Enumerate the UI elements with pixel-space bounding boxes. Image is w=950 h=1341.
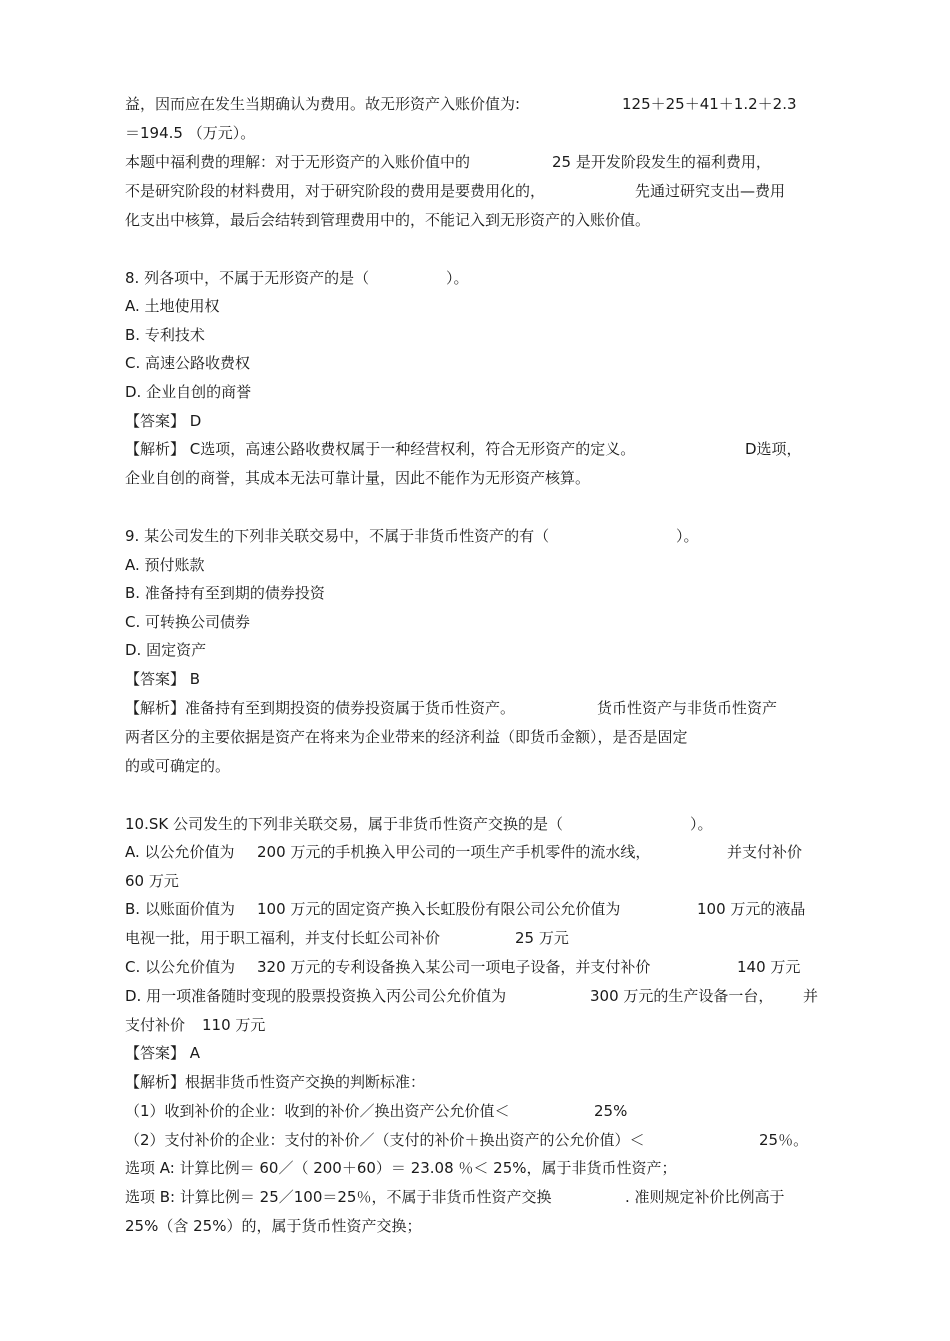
text-segment: C. 高速公路收费权 <box>125 354 251 372</box>
text-segment: B. 准备持有至到期的债券投资 <box>125 584 325 602</box>
text-line <box>125 928 569 948</box>
option-b <box>125 899 806 919</box>
text-segment: （2）支付补价的企业：支付的补价／（支付的补价＋换出资产的公允价值）＜ <box>125 1131 645 1149</box>
text-segment: 300 万元的生产设备一台， <box>590 987 774 1005</box>
text-segment: C. 可转换公司债券 <box>125 613 251 631</box>
text-line <box>125 94 797 114</box>
text-segment: 100 万元的固定资产换入长虹股份有限公司公允价值为 <box>257 900 621 918</box>
text-segment: 【解析】根据非货币性资产交换的判断标准： <box>125 1073 426 1091</box>
text-segment: 不是研究阶段的材料费用，对于研究阶段的费用是要费用化的， <box>125 182 546 200</box>
option-c <box>125 957 801 977</box>
text-segment: B. 以账面价值为 <box>125 900 235 918</box>
text-line <box>125 181 786 201</box>
text-segment: D. 固定资产 <box>125 641 207 659</box>
text-segment: 并 <box>803 987 819 1005</box>
text-segment: 100 万元的液晶 <box>697 900 806 918</box>
question-8-stem <box>125 268 469 288</box>
text-segment: 选项 B: 计算比例＝ 25／100＝25％，不属于非货币性资产交换 <box>125 1188 552 1206</box>
text-segment: 【答案】 B <box>125 670 201 688</box>
text-segment: 益，因而应在发生当期确认为费用。故无形资产入账价值为: <box>125 95 521 113</box>
analysis-line <box>125 698 778 718</box>
text-segment: A. 以公允价值为 <box>125 843 235 861</box>
text-segment: 320 万元的专利设备换入某公司一项电子设备，并支付补价 <box>257 958 651 976</box>
text-segment: A. 土地使用权 <box>125 297 220 315</box>
text-segment: A. 预付账款 <box>125 556 205 574</box>
option-d <box>125 382 251 402</box>
text-segment: 9. 某公司发生的下列非关联交易中，不属于非货币性资产的有（ <box>125 527 550 545</box>
text-segment: ＝194.5 （万元）。 <box>125 124 256 142</box>
text-segment: （1）收到补价的企业：收到的补价／换出资产公允价值＜ <box>125 1102 510 1120</box>
text-segment: 本题中福利费的理解：对于无形资产的入账价值中的 <box>125 153 471 171</box>
text-segment: 货币性资产与非货币性资产 <box>597 699 778 717</box>
option-c <box>125 353 250 373</box>
text-segment: 化支出中核算，最后会结转到管理费用中的，不能记入到无形资产的入账价值。 <box>125 211 651 229</box>
text-line <box>125 468 590 488</box>
analysis-line <box>125 439 802 459</box>
option-c <box>125 612 250 632</box>
text-line <box>125 152 771 172</box>
option-a <box>125 555 205 575</box>
option-d <box>125 640 206 660</box>
text-segment: D. 企业自创的商誉 <box>125 383 252 401</box>
answer-line <box>125 411 201 431</box>
text-line <box>125 871 179 891</box>
text-line <box>125 210 650 230</box>
text-segment: 8. 列各项中，不属于无形资产的是（ <box>125 269 370 287</box>
text-segment: C. 以公允价值为 <box>125 958 236 976</box>
text-segment: 140 万元 <box>737 958 801 976</box>
text-line <box>125 756 230 776</box>
question-10-stem <box>125 814 713 834</box>
text-segment: 企业自创的商誉，其成本无法可靠计量，因此不能作为无形资产核算。 <box>125 469 591 487</box>
text-segment: 60 万元 <box>125 872 179 890</box>
text-line <box>125 123 255 143</box>
text-line <box>125 1015 266 1035</box>
text-segment: 的或可确定的。 <box>125 757 231 775</box>
option-b <box>125 325 205 345</box>
text-segment: 并支付补价 <box>727 843 803 861</box>
text-segment: 支付补价 <box>125 1016 186 1034</box>
text-line <box>125 1216 421 1236</box>
text-segment: 200 万元的手机换入甲公司的一项生产手机零件的流水线， <box>257 843 651 861</box>
text-segment: 【答案】 A <box>125 1044 201 1062</box>
text-segment: ）。 <box>676 527 699 545</box>
option-a <box>125 296 220 316</box>
text-segment: ）。 <box>690 815 713 833</box>
option-a <box>125 842 803 862</box>
answer-line <box>125 1043 200 1063</box>
text-segment: B. 专利技术 <box>125 326 205 344</box>
text-segment: 选项 A: 计算比例＝ 60／（ 200＋60）＝ 23.08 ％＜ 25%，属于非货币性资产； <box>125 1159 677 1177</box>
text-line <box>125 1158 677 1178</box>
text-segment: ）。 <box>446 269 469 287</box>
text-segment: 【解析】准备持有至到期投资的债券投资属于货币性资产。 <box>125 699 516 717</box>
option-d <box>125 986 819 1006</box>
answer-line <box>125 669 200 689</box>
text-segment: 25%（含 25%）的，属于货币性资产交换； <box>125 1217 422 1235</box>
text-segment: 电视一批，用于职工福利，并支付长虹公司补价 <box>125 929 441 947</box>
question-9-stem <box>125 526 699 546</box>
text-line <box>125 1130 809 1150</box>
text-segment: . 准则规定补价比例高于 <box>625 1188 785 1206</box>
text-segment: D. 用一项准备随时变现的股票投资换入丙公司公允价值为 <box>125 987 507 1005</box>
text-line <box>125 727 688 747</box>
text-segment: 125＋25＋41＋1.2＋2.3 <box>622 95 797 113</box>
option-b <box>125 583 325 603</box>
text-segment: 25% <box>594 1102 628 1120</box>
analysis-line <box>125 1072 425 1092</box>
text-line <box>125 1187 785 1207</box>
text-segment: 25 是开发阶段发生的福利费用， <box>552 153 771 171</box>
text-segment: 110 万元 <box>202 1016 266 1034</box>
text-segment: 10.SK 公司发生的下列非关联交易，属于非货币性资产交换的是（ <box>125 815 563 833</box>
text-segment: 【解析】 C选项，高速公路收费权属于一种经营权利，符合无形资产的定义。 <box>125 440 636 458</box>
text-line <box>125 1101 628 1121</box>
text-segment: 【答案】 D <box>125 412 202 430</box>
text-segment: 两者区分的主要依据是资产在将来为企业带来的经济利益（即货币金额），是否是固定 <box>125 728 688 746</box>
text-segment: D选项， <box>745 440 802 458</box>
text-segment: 25％。 <box>759 1131 809 1149</box>
text-segment: 先通过研究支出—费用 <box>635 182 786 200</box>
text-segment: 25 万元 <box>515 929 569 947</box>
